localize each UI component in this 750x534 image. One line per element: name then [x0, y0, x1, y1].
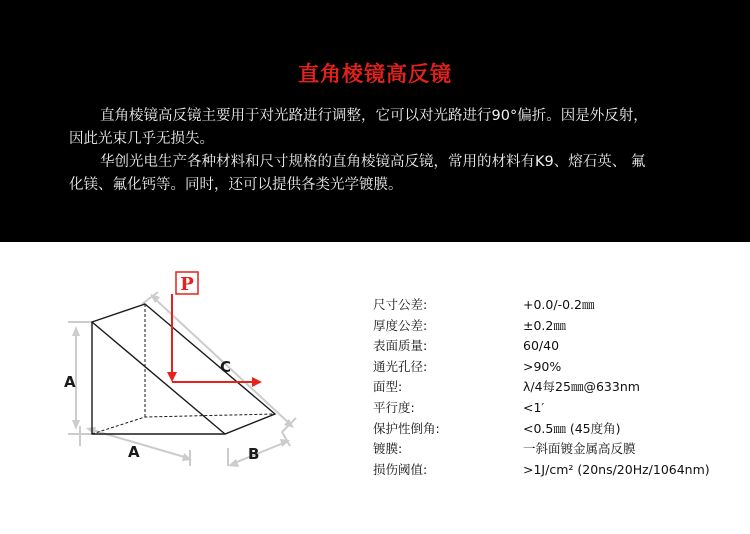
label-a-vertical: A — [64, 373, 76, 391]
spec-label: 面型: — [373, 379, 403, 395]
intro-paragraph-1-line-1: 直角棱镜高反镜主要用于对光路进行调整，它可以对光路进行90°偏折。因是外反射， — [100, 108, 648, 124]
spec-row — [373, 295, 733, 316]
spec-value: <0.5㎜ (45度角) — [523, 420, 621, 436]
intro-paragraph-2 — [69, 151, 694, 197]
spec-label: 尺寸公差: — [373, 297, 428, 312]
spec-row — [373, 357, 733, 378]
p-polarization-box — [176, 272, 198, 295]
spec-label: 损伤阈值: — [373, 461, 428, 477]
spec-value: ±0.2㎜ — [523, 317, 566, 333]
page-title: 直角棱镜高反镜 — [298, 62, 452, 86]
label-c: C — [220, 358, 232, 376]
spec-row — [373, 460, 733, 481]
spec-row — [373, 439, 733, 460]
spec-label: 平行度: — [373, 399, 415, 415]
spec-row — [373, 398, 733, 419]
intro-paragraph-2-line-2: 化镁、氟化钙等。同时，还可以提供各类光学镀膜。 — [69, 177, 403, 193]
spec-row — [373, 336, 733, 357]
spec-row — [373, 377, 733, 398]
spec-value: 60/40 — [523, 338, 560, 354]
label-p: P — [180, 274, 194, 295]
spec-value: >1J/cm² (20ns/20Hz/1064nm) — [523, 461, 710, 477]
spec-label: 保护性倒角: — [373, 420, 440, 436]
spec-label: 镀膜: — [373, 441, 403, 457]
spec-label: 通光孔径: — [373, 358, 428, 374]
spec-row — [373, 316, 733, 337]
prism-outline — [92, 304, 275, 434]
spec-row — [373, 419, 733, 440]
intro-paragraph-1-line-2: 因此光束几乎无损失。 — [69, 131, 214, 147]
spec-value: +0.0/-0.2㎜ — [523, 297, 595, 312]
spec-label: 表面质量: — [373, 338, 428, 354]
spec-value: >90% — [523, 358, 562, 374]
spec-table — [373, 295, 733, 480]
header-banner — [0, 0, 750, 242]
prism-diagram — [50, 262, 350, 512]
intro-paragraph-1 — [69, 105, 694, 151]
spec-label: 厚度公差: — [373, 317, 428, 333]
label-b: B — [248, 445, 260, 463]
beam-arrows — [167, 294, 262, 387]
spec-value: <1′ — [523, 399, 545, 415]
label-a-horizontal: A — [128, 443, 140, 461]
intro-paragraph-2-line-1: 华创光电生产各种材料和尺寸规格的直角棱镜高反镜，常用的材料有K9、熔石英、 氟 — [100, 154, 646, 170]
spec-value: λ/4每25㎜@633nm — [523, 379, 640, 395]
spec-value: 一斜面镀金属高反膜 — [523, 441, 636, 457]
